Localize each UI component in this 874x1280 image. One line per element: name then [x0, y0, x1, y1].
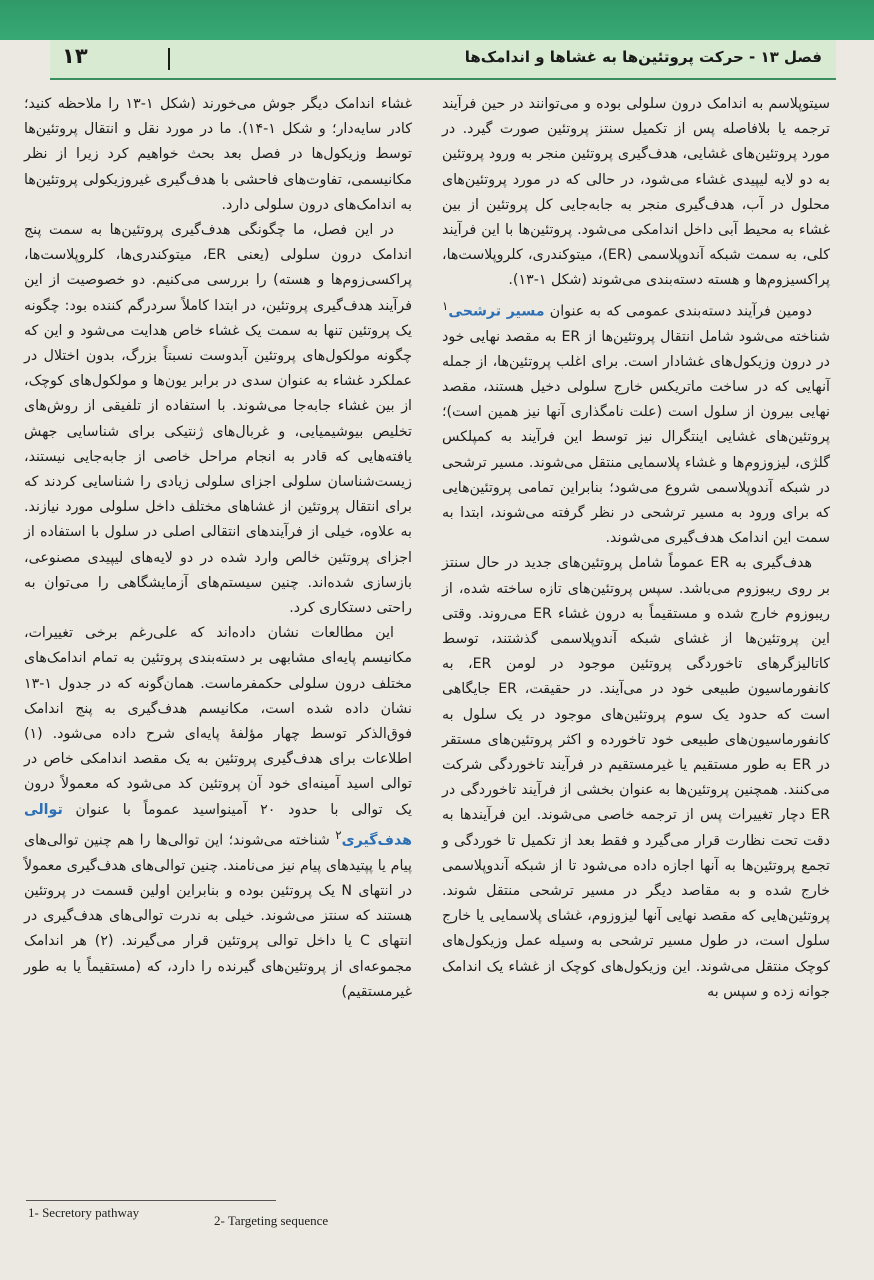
footnote-ref: ۲: [335, 827, 342, 842]
key-term: مسیر ترشحی: [448, 303, 545, 320]
top-color-band: [0, 0, 874, 40]
running-header: [50, 40, 836, 80]
key-term: توالی هدف‌گیری: [24, 801, 412, 849]
paragraph: سیتوپلاسم به اندامک درون سلولی بوده و می‌توانند در حین فرآیند ترجمه یا بلافاصله پس از تکمیل سنتز پروتئین صورت گیرد. در مورد پروتئین‌های غشایی، هدف‌گیری پروتئین منجر به ورود پروتئین به دو لایه لیپیدی غشاء می‌شود، در حالی که در مورد پروتئین‌های محلول در آب، هدف‌گیری منجر به جابه‌جایی کل پروتئین از بین غشاء به محیط آبی داخل اندامکی می‌شود. پروتئین‌ها با این فرآیند کلی، به سمت شبکه آندوپلاسمی (ER)، میتوکندری، کلروپلاست‌ها، پراکسیزوم‌ها و هسته دسته‌بندی می‌شوند (شکل ۱-۱۳).: [442, 96, 830, 289]
chapter-title: فصل ۱۳ - حرکت پروتئین‌ها به غشاها و اندامک‌ها: [464, 48, 822, 66]
footnote: 2- Targeting sequence: [214, 1213, 329, 1228]
paragraph: این مطالعات نشان داده‌اند که علی‌رغم برخی تغییرات، مکانیسم پایه‌ای مشابهی بر دسته‌بندی پروتئین به تمام اندامک‌های مختلف درون سلولی حکمفرماست. همان‌گونه که در جدول ۱-۱۳ نشان داده شده است، مکانیسم هدف‌گیری به پنج اندامک فوق‌الذکر توسط چهار مؤلفهٔ پایه‌ای شرح داده می‌شود. (۱) اطلاعات برای هدف‌گیری پروتئین به یک مقصد اندامکی خاص در توالی اسید آمینه‌ای خود آن پروتئین کد می‌شود که معمولاً درون یک توالی با حدود ۲۰ آمینواسید عموماً با عنوان توالی هدف‌گیری$^۲$ شناخته می‌شوند؛ این توالی‌ها را هم چنین توالی‌های پیام یا پپتیدهای پیام نیز می‌نامند. چنین توالی‌های هدف‌گیری معمولاً در انتهای N یک پروتئین بوده و بنابراین اولین قسمت در پروتئین هستند که سنتز می‌شوند. خیلی به ندرت توالی‌های هدف‌گیری در انتهای C یا داخل توالی پروتئین قرار می‌گیرند. (۲) هر اندامک مجموعه‌ای از پروتئین‌های گیرنده را دارد، که (مستقیماً یا به طور غیرمستقیم): [24, 625, 413, 1000]
footnote: 1- Secretory pathway: [28, 1205, 140, 1220]
paragraph: هدف‌گیری به ER عموماً شامل پروتئین‌های جدید در حال سنتز بر روی ریبوزوم می‌باشد. سپس پروتئین‌های تازه ساخته شده، از ریبوزوم خارج شده و مستقیماً به درون غشاء ER می‌روند. وقتی این پروتئین‌ها از غشای شبکه آندوپلاسمی گذشتند، توسط کاتالیزگرهای تاخوردگی پروتئین موجود در لومن ER، به کانفورماسیون طبیعی خود در می‌آیند. در حقیقت، ER جایگاهی است که حدود یک سوم پروتئین‌های موجود در یک سلول به کانفورماسیون‌های طبیعی خود تاخورده و اکثر پروتئین‌های مستقر در ER به طور مستقیم یا غیرمستقیم در فرآیند تاخوردگی شرکت می‌کنند. همچنین پروتئین‌ها به عنوان بخشی از فرآیند تاخوردگی در ER دچار تغییرات پس از ترجمه خاصی می‌شوند. این فرآیندها به دقت تحت نظارت قرار می‌گیرد و فقط بعد از تکمیل تا خوردگی و تجمع پروتئین‌ها به آنها اجازه داده می‌شود تا از شبکه آندوپلاسمی خارج شده و به مقاصد دیگر در مسیر ترشحی منتقل شوند. پروتئین‌هایی که مقصد نهایی آنها لیزوزوم، غشای پلاسمایی یا خارج سلول است، در طول مسیر ترشحی به وسیله عمل وزیکول‌های کوچک منتقل می‌شوند. این وزیکول‌های کوچک از غشاء یک اندامک جوانه زده و سپس به: [442, 555, 830, 1000]
footnote-divider: [26, 1200, 276, 1201]
paragraph: غشاء اندامک دیگر جوش می‌خورند (شکل ۱-۱۳ را ملاحظه کنید؛ کادر سایه‌دار؛ و شکل ۱-۱۴). ما در مورد نقل و انتقال پروتئین‌ها توسط وزیکول‌ها در فصل بعد بحث خواهیم کرد زیرا از نظر مکانیسمی، تفاوت‌های فاحشی با هدف‌گیری غیروزیکولی پروتئین‌ها به اندامک‌های درون سلولی دارد.: [24, 96, 412, 213]
left-column: [24, 92, 412, 1005]
paragraph: دومین فرآیند دسته‌بندی عمومی که به عنوان مسیر ترشحی$^۱$ شناخته می‌شود شامل انتقال پروتئین‌ها از ER به مقصد نهایی خود در درون وزیکول‌های غشادار است. برای اغلب پروتئین‌ها، از جمله آنهایی که در ساخت ماتریکس خارج سلولی دخیل هستند، مقصد نهایی بیرون از سلول است (علت نامگذاری آنها نیز همین است)؛ پروتئین‌های غشایی اینتگرال نیز توسط این فرآیند به کمپلکس گلژی، لیزوزوم‌ها و غشاء پلاسمایی منتقل می‌شوند. مسیر ترشحی در شبکه آندوپلاسمی شروع می‌شود؛ بنابراین تمامی پروتئین‌هایی که برای ورود به مسیر ترشحی در نظر گرفته می‌شوند، ابتدا به سمت این اندامک هدف‌گیری می‌شوند.: [442, 298, 830, 547]
header-separator: [168, 48, 170, 70]
page-number: ۱۳: [62, 44, 88, 68]
paragraph: در این فصل، ما چگونگی هدف‌گیری پروتئین‌ها به سمت پنج اندامک درون سلولی (یعنی ER، میتوکندری‌ها، کلروپلاست‌ها، پراکسی‌زوم‌ها و هسته) را بررسی می‌کنیم. دو خصوصیت از این فرآیند هدف‌گیری پروتئین، در ابتدا کاملاً سردرگم کننده بود: چگونه یک پروتئین تنها به سمت یک غشاء خاص هدایت می‌شود و این که چگونه مولکول‌های پروتئین آبدوست نسبتاً بزرگ، بدون اختلال در عملکرد غشاء به عنوان سدی در برابر یون‌ها و مولکول‌های کوچک، از بین غشاء جابه‌جا می‌شوند. با استفاده از تلفیقی از روش‌های تخلیص بیوشیمیایی، و غربال‌های ژنتیکی برای شناسایی جهش یافته‌هایی که قادر به انجام مراحل خاصی از جابه‌جایی نیستند، زیست‌شناسان سلولی اجزای سلولی زیادی را شناسایی کردند که برای انتقال پروتئین از غشاهای مختلف داخل سلولی مورد نیازند. به علاوه، خیلی از فرآیندهای انتقالی اصلی در سلول با استفاده از اجزای پروتئین خالص وارد شده در دو لایه‌های لیپیدی مصنوعی، بازسازی شده‌اند. چنین سیستم‌های آزمایشگاهی را می‌توان به راحتی دستکاری کرد.: [24, 222, 412, 617]
footnote-ref: ۱: [442, 298, 449, 313]
right-column: [442, 92, 830, 1005]
